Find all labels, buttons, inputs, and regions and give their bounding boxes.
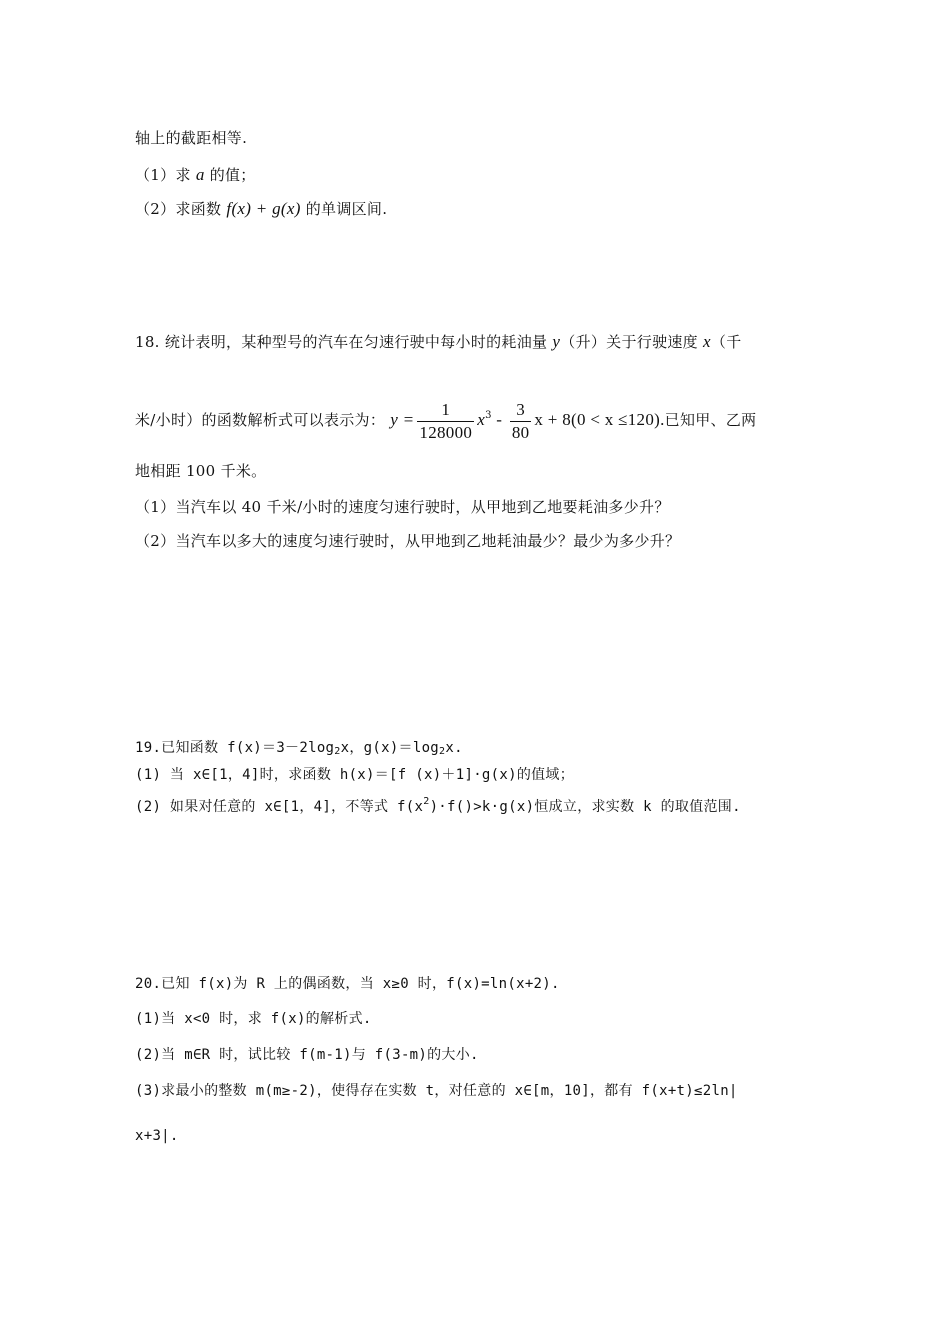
q18-eq-tail: x + 8(0 < x ≤120). [534, 410, 665, 429]
q18-frac2-numerator: 3 [516, 399, 526, 419]
q18-eq-y: y = [390, 410, 415, 429]
q17-expression: f(x) + g(x) [226, 199, 301, 218]
q18-line-2: 米/小时）的函数解析式可以表示为： y = $\frac{1}{128000}$ $x^3$ - $\frac{3}{80}$ x + 8(0 < x ≤120).已知甲、乙两 [135, 399, 757, 442]
q18-eq-x: x [477, 410, 486, 429]
q20-part-3-continuation: x+3|. [135, 1128, 179, 1144]
q18-fraction-2 [510, 399, 532, 444]
q18-eq-minus: - [491, 410, 507, 429]
q17-part-1: （1）求 a 的值； [135, 165, 256, 184]
q18-fraction-1 [417, 399, 474, 444]
q18-frac1-numerator: 1 [441, 399, 451, 419]
q17-var-a: a [195, 165, 205, 184]
q17-continuation: 轴上的截距相等. [135, 129, 248, 147]
q19-title: 19.已知函数 $f(x)=3-2\log_2x$，$g(x)=\log_2x$. [135, 740, 463, 757]
q18-eq-exponent: 3 [485, 410, 492, 421]
q20-part-1: (1)当 x<0 时，求 f(x)的解析式. [135, 1011, 372, 1027]
q18-line-3: 地相距 100 千米。 [135, 462, 267, 480]
q17-part-2: （2）求函数 f(x) + g(x) 的单调区间. [135, 199, 388, 218]
q18-part-2: （2）当汽车以多大的速度匀速行驶时，从甲地到乙地耗油最少？最少为多少升？ [135, 532, 681, 550]
q20-part-3: (3)求最小的整数 m(m≥-2)，使得存在实数 t，对任意的 x∈[m，10]，都有 f(x+t)≤2ln| [135, 1083, 738, 1099]
q20-title: 20.已知 f(x)为 R 上的偶函数，当 x≥0 时，f(x)=ln(x+2). [135, 976, 560, 992]
q18-line-1: 18. 统计表明，某种型号的汽车在匀速行驶中每小时的耗油量 y（升）关于行驶速度 x（千 [135, 332, 742, 351]
q18-var-x: x [703, 332, 711, 351]
q20-part-2: (2)当 m∈R 时，试比较 f(m-1)与 f(3-m)的大小. [135, 1047, 479, 1063]
q19-part-2: (2) 如果对任意的 x∈[1，4]，不等式 $f(x^2)\cdot f()>k\cdot g(x)$恒成立，求实数 k 的取值范围. [135, 796, 741, 815]
q18-frac1-denominator: 128000 [419, 422, 473, 442]
q18-var-y: y [552, 332, 561, 351]
q18-frac2-denominator: 80 [511, 422, 530, 442]
q18-part-1: （1）当汽车以 40 千米/小时的速度匀速行驶时，从甲地到乙地要耗油多少升？ [135, 498, 670, 516]
q19-part-1: (1) 当 x∈[1，4]时，求函数 h(x)＝[f (x)＋1]·g(x)的值域； [135, 767, 575, 783]
